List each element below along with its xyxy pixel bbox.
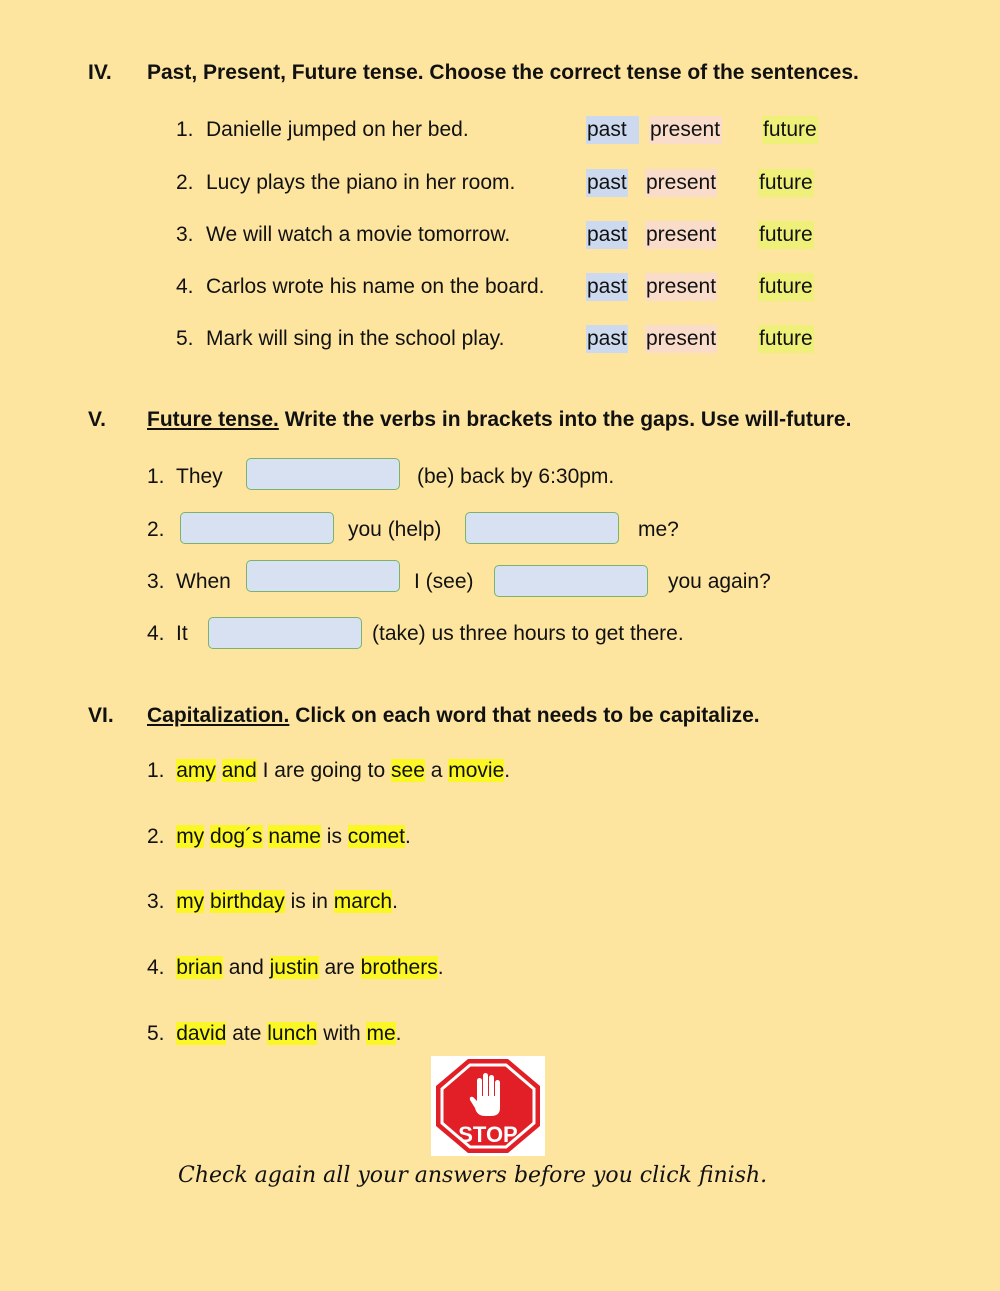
word-highlight[interactable]: brothers <box>360 956 438 979</box>
plain-text: I are going to <box>256 759 392 782</box>
item-number: 2. <box>147 825 165 848</box>
word-highlight[interactable]: david <box>176 1022 227 1045</box>
item-sentence: Mark will sing in the school play. <box>206 327 505 350</box>
plain-text: and <box>222 956 270 979</box>
word-highlight[interactable]: march <box>333 890 393 913</box>
word-highlight[interactable]: lunch <box>267 1022 318 1045</box>
option-past[interactable]: past <box>586 273 628 301</box>
capitalization-item <box>147 759 510 783</box>
plain-text: . <box>404 825 411 848</box>
gap-text-after: (take) us three hours to get there. <box>372 622 684 645</box>
gap-text-middle: you (help) <box>348 518 442 541</box>
plain-text: with <box>317 1022 367 1045</box>
gap-text-before: It <box>176 622 188 645</box>
plain-text: ate <box>226 1022 268 1045</box>
word-highlight[interactable]: brian <box>176 956 223 979</box>
plain-text: are <box>318 956 361 979</box>
section-6-title-rest: Click on each word that needs to be capitalize. <box>289 704 760 727</box>
gap-input[interactable] <box>208 617 362 649</box>
plain-text: . <box>504 759 511 782</box>
capitalization-item <box>147 956 444 980</box>
gap-input[interactable] <box>246 560 400 592</box>
item-sentence: Carlos wrote his name on the board. <box>206 275 545 298</box>
word-highlight[interactable]: amy <box>176 759 216 782</box>
gap-input[interactable] <box>494 565 648 597</box>
gap-text-before: They <box>176 465 223 488</box>
item-sentence: We will watch a movie tomorrow. <box>206 223 511 246</box>
item-number: 4. <box>176 275 194 298</box>
option-present[interactable]: present <box>645 221 717 249</box>
section-5-title <box>147 408 851 432</box>
word-highlight[interactable]: me <box>366 1022 396 1045</box>
word-highlight[interactable]: dog´s <box>210 825 263 848</box>
option-future[interactable]: future <box>758 273 814 301</box>
stop-sign <box>431 1056 545 1156</box>
gap-text-after: you again? <box>668 570 771 593</box>
word-highlight[interactable]: my <box>176 825 205 848</box>
section-6-title <box>147 704 760 728</box>
plain-text: . <box>437 956 444 979</box>
item-number: 1. <box>147 465 165 488</box>
item-number: 5. <box>147 1022 165 1045</box>
section-6-number: VI. <box>88 704 114 727</box>
section-4-title: Past, Present, Future tense. Choose the correct tense of the sentences. <box>147 61 859 84</box>
gap-text-before: When <box>176 570 231 593</box>
option-present[interactable]: present <box>649 116 722 144</box>
option-present[interactable]: present <box>645 325 717 353</box>
word-highlight[interactable]: movie <box>448 759 505 782</box>
item-number: 3. <box>176 223 194 246</box>
item-number: 2. <box>176 171 194 194</box>
word-highlight[interactable]: my <box>176 890 205 913</box>
item-number: 1. <box>147 759 165 782</box>
option-present[interactable]: present <box>645 169 717 197</box>
item-number: 4. <box>147 622 165 645</box>
option-past[interactable]: past <box>586 116 639 144</box>
word-highlight[interactable]: justin <box>269 956 319 979</box>
word-highlight[interactable]: and <box>221 759 257 782</box>
option-future[interactable]: future <box>758 325 814 353</box>
item-sentence: Danielle jumped on her bed. <box>206 118 469 141</box>
gap-input[interactable] <box>180 512 334 544</box>
gap-text-middle: I (see) <box>414 570 474 593</box>
plain-text: . <box>392 890 398 913</box>
capitalization-item <box>147 890 398 914</box>
section-5-title-rest: Write the verbs in brackets into the gaps. Use will-future. <box>278 408 852 431</box>
gap-text-after: (be) back by 6:30pm. <box>417 465 615 488</box>
section-5-title-underlined: Future tense. <box>147 408 279 431</box>
gap-text-after: me? <box>638 518 679 541</box>
item-number: 4. <box>147 956 165 979</box>
section-4-number: IV. <box>88 61 112 84</box>
closing-note: Check again all your answers before you click finish. <box>178 1163 768 1188</box>
item-number: 3. <box>147 570 165 593</box>
plain-text: . <box>395 1022 402 1045</box>
plain-text: a <box>424 759 449 782</box>
item-number: 2. <box>147 518 165 541</box>
item-sentence: Lucy plays the piano in her room. <box>206 171 516 194</box>
option-past[interactable]: past <box>586 169 628 197</box>
word-highlight[interactable]: birthday <box>210 890 285 913</box>
word-highlight[interactable]: comet <box>347 825 405 848</box>
item-number: 5. <box>176 327 194 350</box>
capitalization-item <box>147 825 411 849</box>
item-number: 3. <box>147 890 165 913</box>
gap-input[interactable] <box>246 458 400 490</box>
plain-text: is <box>320 825 348 848</box>
plain-text: is in <box>284 890 334 913</box>
section-6-title-underlined: Capitalization. <box>147 704 290 727</box>
word-highlight[interactable]: see <box>391 759 425 782</box>
section-5-number: V. <box>88 408 106 431</box>
stop-sign-label: STOP <box>458 1122 518 1147</box>
option-future[interactable]: future <box>762 116 818 144</box>
option-present[interactable]: present <box>645 273 717 301</box>
stop-sign-icon <box>431 1056 545 1156</box>
option-future[interactable]: future <box>758 221 814 249</box>
option-past[interactable]: past <box>586 221 628 249</box>
item-number: 1. <box>176 118 194 141</box>
option-future[interactable]: future <box>758 169 814 197</box>
word-highlight[interactable]: name <box>268 825 321 848</box>
capitalization-item <box>147 1022 402 1046</box>
option-past[interactable]: past <box>586 325 628 353</box>
gap-input[interactable] <box>465 512 619 544</box>
